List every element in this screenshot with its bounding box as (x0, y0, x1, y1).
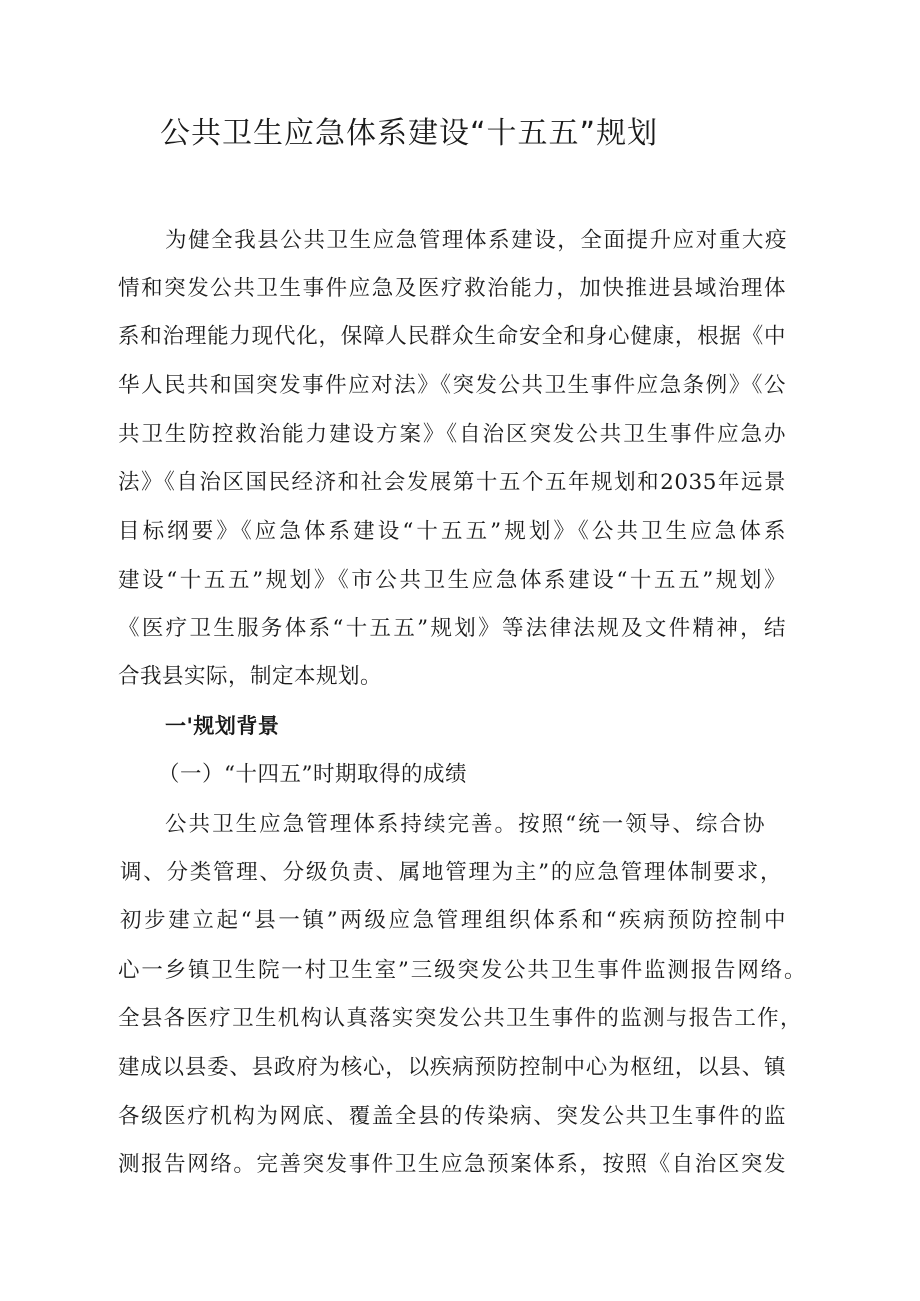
body-line-7: 各级医疗机构为网底、覆盖全县的传染病、突发公共卫生事件的监 (118, 1104, 786, 1129)
body-line-5: 全县各医疗卫生机构认真落实突发公共卫生事件的监测与报告工作， (118, 1006, 802, 1031)
body-line-2: 调、分类管理、分级负责、属地管理为主”的应急管理体制要求， (120, 860, 782, 885)
intro-line-5: 共卫生防控救治能力建设方案》《自治区突发公共卫生事件应急办 (118, 422, 786, 447)
intro-line-6: 法》《自治区国民经济和社会发展第十五个五年规划和2035年远景 (118, 470, 786, 495)
intro-line-8: 建设“十五五”规划》《市公共卫生应急体系建设“十五五”规划》 (118, 568, 786, 593)
intro-line-4: 华人民共和国突发事件应对法》《突发公共卫生事件应急条例》《公 (118, 373, 786, 398)
intro-line-1: 为健全我县公共卫生应急管理体系建设，全面提升应对重大疫 (165, 228, 787, 253)
body-line-1: 公共卫生应急管理体系持续完善。按照“统一领导、综合协 (165, 812, 765, 837)
subsection-heading: （一）“十四五”时期取得的成绩 (158, 762, 467, 787)
body-line-6: 建成以县委、县政府为核心，以疾病预防控制中心为枢纽，以县、镇 (118, 1055, 786, 1080)
intro-line-10: 合我县实际，制定本规划。 (118, 664, 383, 689)
intro-line-2: 情和突发公共卫生事件应急及医疗救治能力，加快推进县域治理体 (118, 276, 786, 301)
body-line-8: 测报告网络。完善突发事件卫生应急预案体系，按照《自治区突发 (118, 1152, 786, 1177)
section-heading: 一'规划背景 (165, 714, 280, 738)
intro-line-3: 系和治理能力现代化，保障人民群众生命安全和身心健康，根据《中 (118, 324, 786, 349)
document-title: 公共卫生应急体系建设“十五五”规划 (160, 116, 659, 151)
intro-line-9: 《医疗卫生服务体系“十五五”规划》等法律法规及文件精神，结 (118, 616, 786, 641)
body-line-3: 初步建立起“县一镇”两级应急管理组织体系和“疾病预防控制中 (120, 908, 786, 933)
intro-line-7: 目标纲要》《应急体系建设“十五五”规划》《公共卫生应急体系 (118, 519, 786, 544)
body-line-4: 心一乡镇卫生院一村卫生室”三级突发公共卫生事件监测报告网络。 (118, 958, 806, 983)
